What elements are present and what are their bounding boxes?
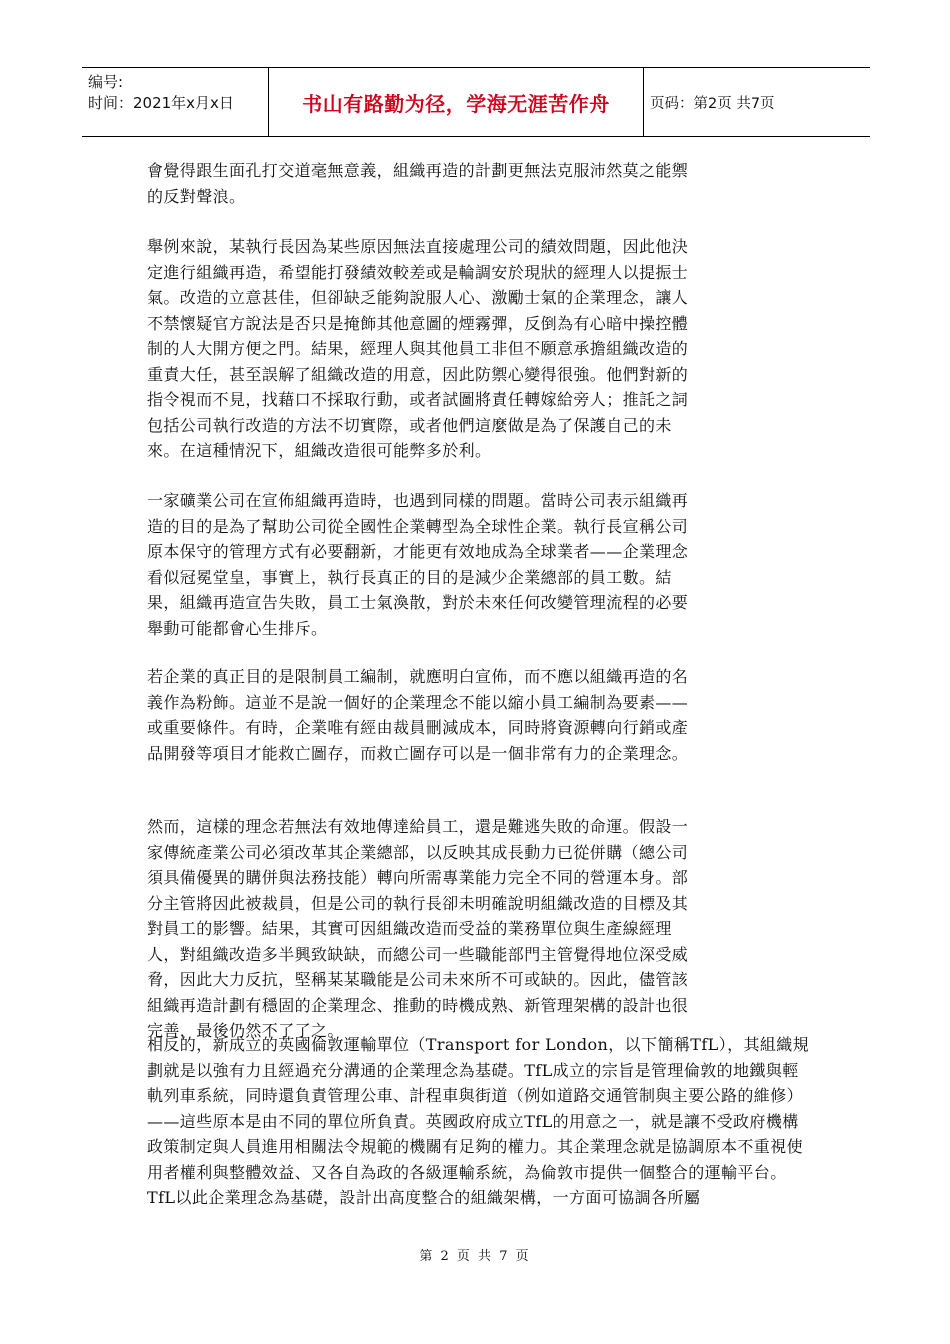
paragraph-text: 若企業的真正目的是限制員工編制，就應明白宣佈，而不應以組織再造的名義作為粉飾。這並不是說一個好的企業理念不能以縮小員工編制為要素——或重要條件。有時，企業唯有經由裁員刪減成本，同時將資源轉向行銷或產品開發等項目才能救亡圖存，而救亡圖存可以是一個非常有力的企業理念。 bbox=[147, 667, 689, 763]
motto-text: 书山有路勤为径，学海无涯苦作舟 bbox=[302, 91, 610, 116]
paragraph-6 bbox=[147, 1032, 812, 1211]
paragraph-text: 舉例來說，某執行長因為某些原因無法直接處理公司的績效問題，因此他決定進行組織再造，希望能打發績效較差或是輪調安於現狀的經理人以提振士氣。改造的立意甚佳，但卻缺乏能夠說服人心、激勵士氣的企業理念，讓人不禁懷疑官方說法是否只是掩飾其他意圖的煙霧彈，反倒為有心暗中操控體制的人大開方便之門。結果，經理人與其他員工非但不願意承擔組織改造的重責大任，甚至誤解了組織改造的用意，因此防禦心變得很強。他們對新的指令視而不見，找藉口不採取行動，或者試圖將責任轉嫁給旁人；推託之詞包括公司執行改造的方法不切實際，或者他們這麼做是為了保護自己的未來。在這種情況下，組織改造很可能弊多於利。 bbox=[147, 237, 689, 460]
footer-page-number: 第 2 页 共 7 页 bbox=[419, 1249, 531, 1264]
paragraph-5 bbox=[147, 814, 692, 1044]
paragraph-text: 然而，這樣的理念若無法有效地傳達給員工，還是難逃失敗的命運。假設一家傳統產業公司必須改革其企業總部，以反映其成長動力已從併購（總公司須具備優異的購併與法務技能）轉向所需專業能力完全不同的營運本身。部分主管將因此被裁員，但是公司的執行長卻未明確說明組織改造的目標及其對員工的影響。結果，其實可因組織改造而受益的業務單位與生產線經理人，對組織改造多半興致缺缺，而總公司一些職能部門主管覺得地位深受威脅，因此大力反抗，堅稱某某職能是公司未來所不可或缺的。因此，儘管該組織再造計劃有穩固的企業理念、推動的時機成熟、新管理架構的設計也很完善，最後仍然不了了之。 bbox=[147, 817, 689, 1040]
paragraph-text: 會覺得跟生面孔打交道毫無意義，組織再造的計劃更無法克服沛然莫之能禦的反對聲浪。 bbox=[147, 161, 689, 206]
paragraph-3 bbox=[147, 488, 692, 641]
date-text: 时间：2021年x月x日 bbox=[88, 94, 234, 112]
header-meta bbox=[82, 68, 269, 136]
paragraph-1 bbox=[147, 158, 692, 209]
paragraph-4 bbox=[147, 664, 692, 766]
header-page-info bbox=[644, 68, 870, 136]
paragraph-text: 一家礦業公司在宣佈組織再造時，也遇到同樣的問題。當時公司表示組織再造的目的是為了幫助公司從全國性企業轉型為全球性企業。執行長宣稱公司原本保守的管理方式有必要翻新，才能更有效地成為全球業者——企業理念看似冠冕堂皇，事實上，執行長真正的目的是減少企業總部的員工數。結果，組織再造宣告失敗，員工士氣渙散，對於未來任何改變管理流程的必要舉動可能都會心生排斥。 bbox=[147, 491, 689, 638]
page-info-text: 页码：第2页 共7页 bbox=[650, 95, 775, 112]
page-header bbox=[82, 67, 870, 137]
header-motto-cell bbox=[269, 68, 644, 136]
page-footer bbox=[0, 1245, 950, 1264]
paragraph-text: 相反的，新成立的英國倫敦運輸單位（Transport for London，以下簡稱TfL），其組織規劃就是以強有力且經過充分溝通的企業理念為基礎。TfL成立的宗旨是管理倫敦的地鐵與輕軌列車系統，同時還負責管理公車、計程車與街道（例如道路交通管制與主要公路的維修）——這些原本是由不同的單位所負責。英國政府成立TfL的用意之一，就是讓不受政府機構政策制定與人員進用相關法令規範的機關有足夠的權力。其企業理念就是協調原本不重視使用者權利與整體效益、又各自為政的各級運輸系統，為倫敦市提供一個整合的運輸平台。TfL以此企業理念為基礎，設計出高度整合的組織架構，一方面可協調各所屬 bbox=[147, 1035, 810, 1207]
number-label: 编号: bbox=[88, 73, 124, 91]
paragraph-2 bbox=[147, 234, 692, 464]
